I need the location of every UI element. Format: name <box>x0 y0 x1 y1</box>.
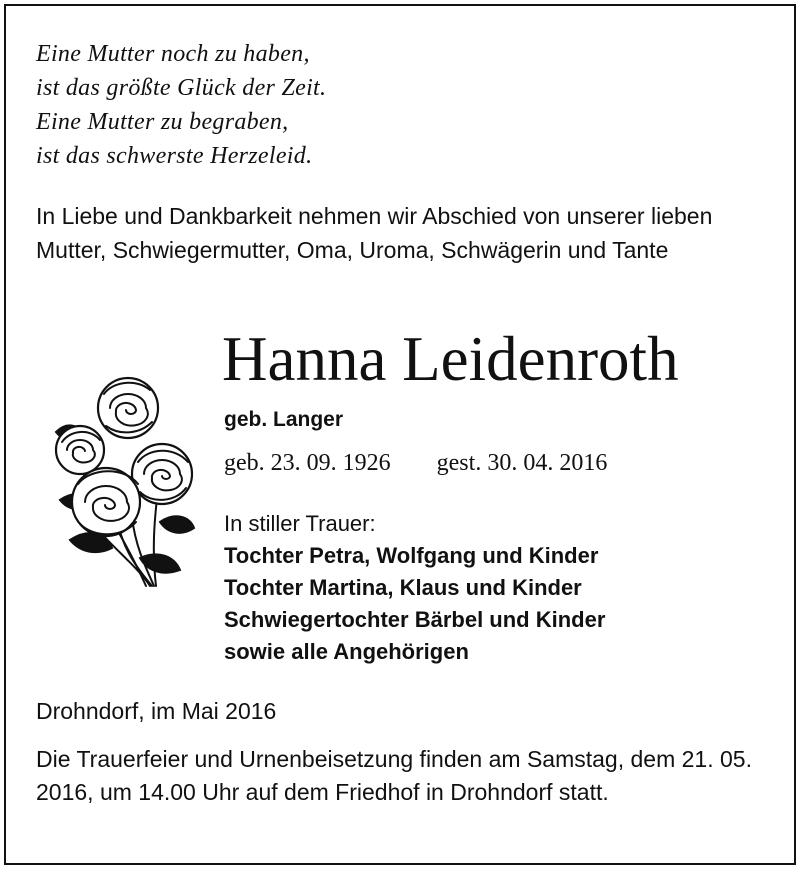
poem-line: Eine Mutter noch zu haben, <box>36 41 310 67</box>
mourner-line: Tochter Petra, Wolfgang und Kinder <box>224 543 599 568</box>
intro-text: In Liebe und Dankbarkeit nehmen wir Abschied von unserer lieben Mutter, Schwiegermutter, Oma, Uroma, Schwägerin und Tante <box>36 203 713 263</box>
poem-line: Eine Mutter zu begraben, <box>36 109 289 135</box>
mourners-list <box>224 540 605 668</box>
deceased-name: Hanna Leidenroth <box>222 324 679 394</box>
roses-bouquet-icon <box>40 372 200 588</box>
life-dates <box>224 446 607 480</box>
mourner-line: sowie alle Angehörigen <box>224 639 469 664</box>
poem <box>36 37 326 173</box>
obituary-notice <box>4 4 796 865</box>
ceremony-info: Die Trauerfeier und Urnenbeisetzung finden am Samstag, dem 21. 05. 2016, um 14.00 Uhr auf dem Friedhof in Drohndorf statt. <box>36 746 752 805</box>
place-date: Drohndorf, im Mai 2016 <box>36 698 277 724</box>
birth-name: geb. Langer <box>224 408 344 431</box>
mourner-line: Tochter Martina, Klaus und Kinder <box>224 575 582 600</box>
mourner-line: Schwiegertochter Bärbel und Kinder <box>224 607 606 632</box>
death-date: gest. 30. 04. 2016 <box>436 450 608 476</box>
poem-line: ist das schwerste Herzeleid. <box>36 143 313 169</box>
poem-line: ist das größte Glück der Zeit. <box>36 75 327 101</box>
birth-date: geb. 23. 09. 1926 <box>224 450 391 476</box>
mourning-label: In stiller Trauer: <box>224 511 376 536</box>
